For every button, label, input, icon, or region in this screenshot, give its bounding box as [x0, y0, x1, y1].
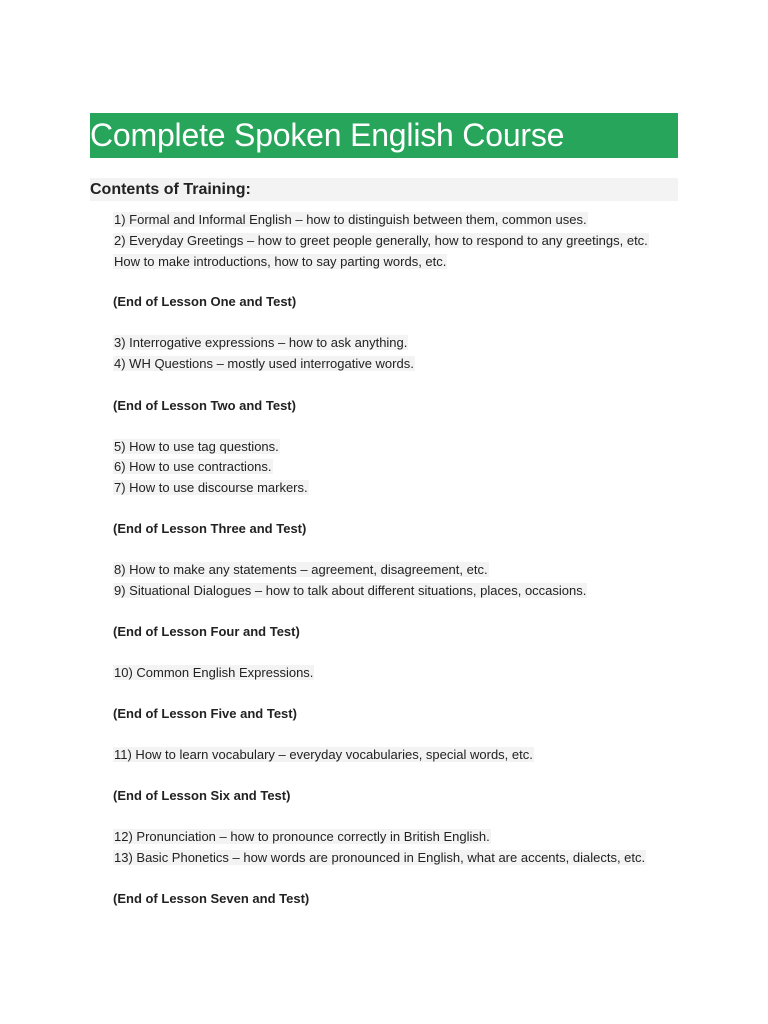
lesson-end-marker: (End of Lesson Four and Test) — [113, 624, 300, 639]
list-item: 7) How to use discourse markers. — [114, 480, 308, 495]
list-item: 11) How to learn vocabulary – everyday vocabularies, special words, etc. — [114, 747, 533, 762]
list-item: 5) How to use tag questions. — [114, 439, 279, 454]
lesson-end-marker: (End of Lesson One and Test) — [113, 294, 297, 309]
list-item: 1) Formal and Informal English – how to distinguish between them, common uses. — [114, 212, 587, 227]
contents-heading: Contents of Training: — [90, 181, 251, 198]
title-banner — [90, 113, 678, 158]
list-item: 4) WH Questions – mostly used interrogative words. — [114, 356, 414, 371]
list-item: 2) Everyday Greetings – how to greet people generally, how to respond to any greetings, etc. — [114, 233, 648, 248]
list-item: 13) Basic Phonetics – how words are pronounced in English, what are accents, dialects, etc. — [114, 850, 646, 865]
list-item: 10) Common English Expressions. — [114, 665, 314, 680]
list-item: 12) Pronunciation – how to pronounce correctly in British English. — [114, 829, 490, 844]
list-item: 6) How to use contractions. — [114, 459, 272, 474]
contents-heading-bar — [90, 178, 678, 201]
lesson-end-marker: (End of Lesson Five and Test) — [113, 706, 297, 721]
page-title: Complete Spoken English Course — [90, 117, 565, 153]
list-item: 8) How to make any statements – agreement, disagreement, etc. — [114, 562, 488, 577]
list-item: How to make introductions, how to say parting words, etc. — [114, 254, 447, 269]
lesson-end-marker: (End of Lesson Six and Test) — [113, 788, 291, 803]
lesson-end-marker: (End of Lesson Two and Test) — [113, 398, 296, 413]
lesson-end-marker: (End of Lesson Three and Test) — [113, 521, 307, 536]
lesson-end-marker: (End of Lesson Seven and Test) — [113, 891, 310, 906]
list-item: 9) Situational Dialogues – how to talk about different situations, places, occasions. — [114, 583, 587, 598]
list-item: 3) Interrogative expressions – how to ask anything. — [114, 335, 408, 350]
